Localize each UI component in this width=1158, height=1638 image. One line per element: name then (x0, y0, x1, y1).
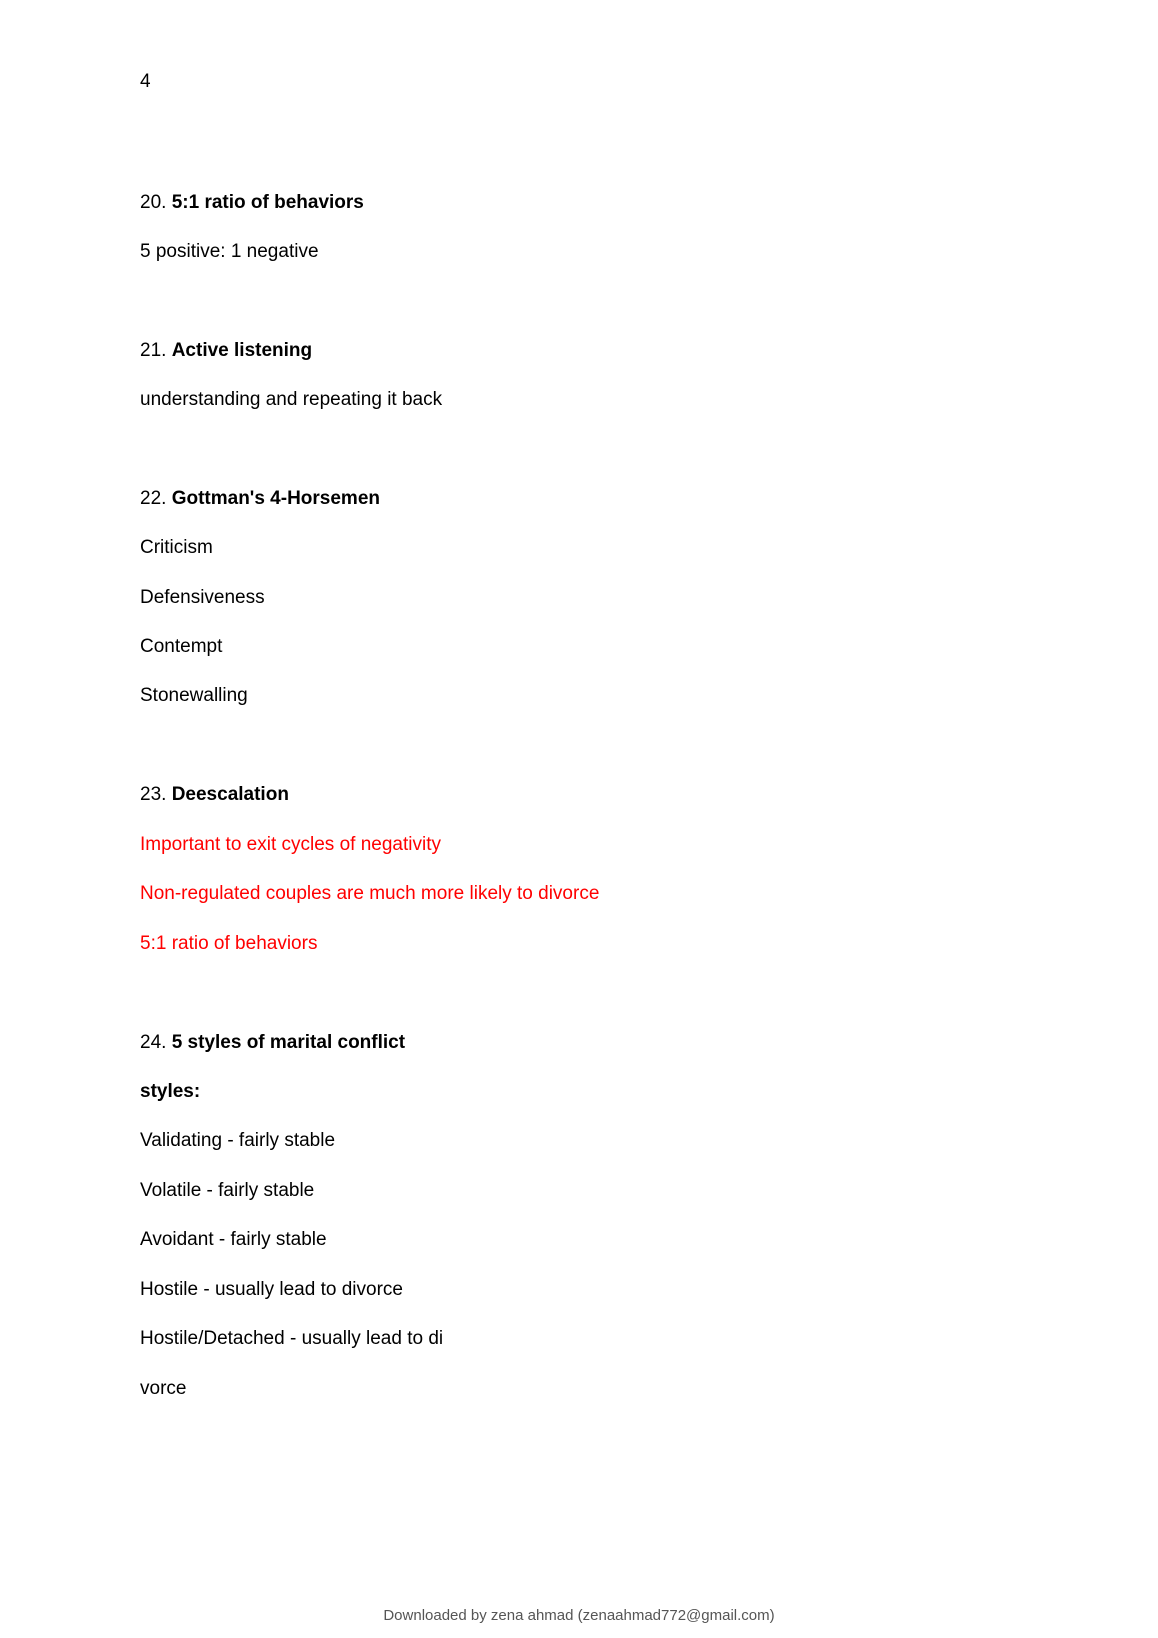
item-24-line: Avoidant - fairly stable (140, 1229, 327, 1250)
item-22-heading (140, 487, 380, 511)
item-21-heading (140, 339, 312, 363)
item-22-line: Stonewalling (140, 685, 248, 706)
download-footer: Downloaded by zena ahmad (zenaahmad772@gmail.com) (383, 1607, 775, 1624)
item-number: 21. (140, 340, 167, 361)
page-number: 4 (140, 71, 151, 92)
item-24-line: Validating - fairly stable (140, 1130, 336, 1151)
item-24-line: Hostile/Detached - usually lead to di (140, 1328, 444, 1349)
item-21-line: understanding and repeating it back (140, 389, 443, 410)
item-24-heading (140, 1031, 405, 1055)
item-title: Active listening (171, 340, 313, 361)
item-title: 5 styles of marital conflict (171, 1032, 406, 1053)
item-23-line: Non-regulated couples are much more likely to divorce (140, 883, 600, 904)
item-22-line: Criticism (140, 537, 213, 558)
item-24-line: vorce (140, 1378, 187, 1399)
item-title: Deescalation (171, 784, 289, 805)
item-22-line: Contempt (140, 636, 223, 657)
item-number: 23. (140, 784, 167, 805)
item-24-line: Hostile - usually lead to divorce (140, 1279, 403, 1300)
item-23-heading (140, 783, 289, 807)
item-24-subheading: styles: (140, 1081, 201, 1102)
item-23-line: Important to exit cycles of negativity (140, 834, 441, 855)
item-24-line: Volatile - fairly stable (140, 1180, 315, 1201)
item-title: Gottman's 4-Horsemen (171, 488, 380, 509)
item-20-heading (140, 191, 364, 215)
item-title: 5:1 ratio of behaviors (171, 192, 364, 213)
item-number: 24. (140, 1032, 167, 1053)
item-20-line: 5 positive: 1 negative (140, 241, 319, 262)
item-23-line: 5:1 ratio of behaviors (140, 933, 318, 954)
item-number: 20. (140, 192, 167, 213)
item-22-line: Defensiveness (140, 587, 265, 608)
item-number: 22. (140, 488, 167, 509)
